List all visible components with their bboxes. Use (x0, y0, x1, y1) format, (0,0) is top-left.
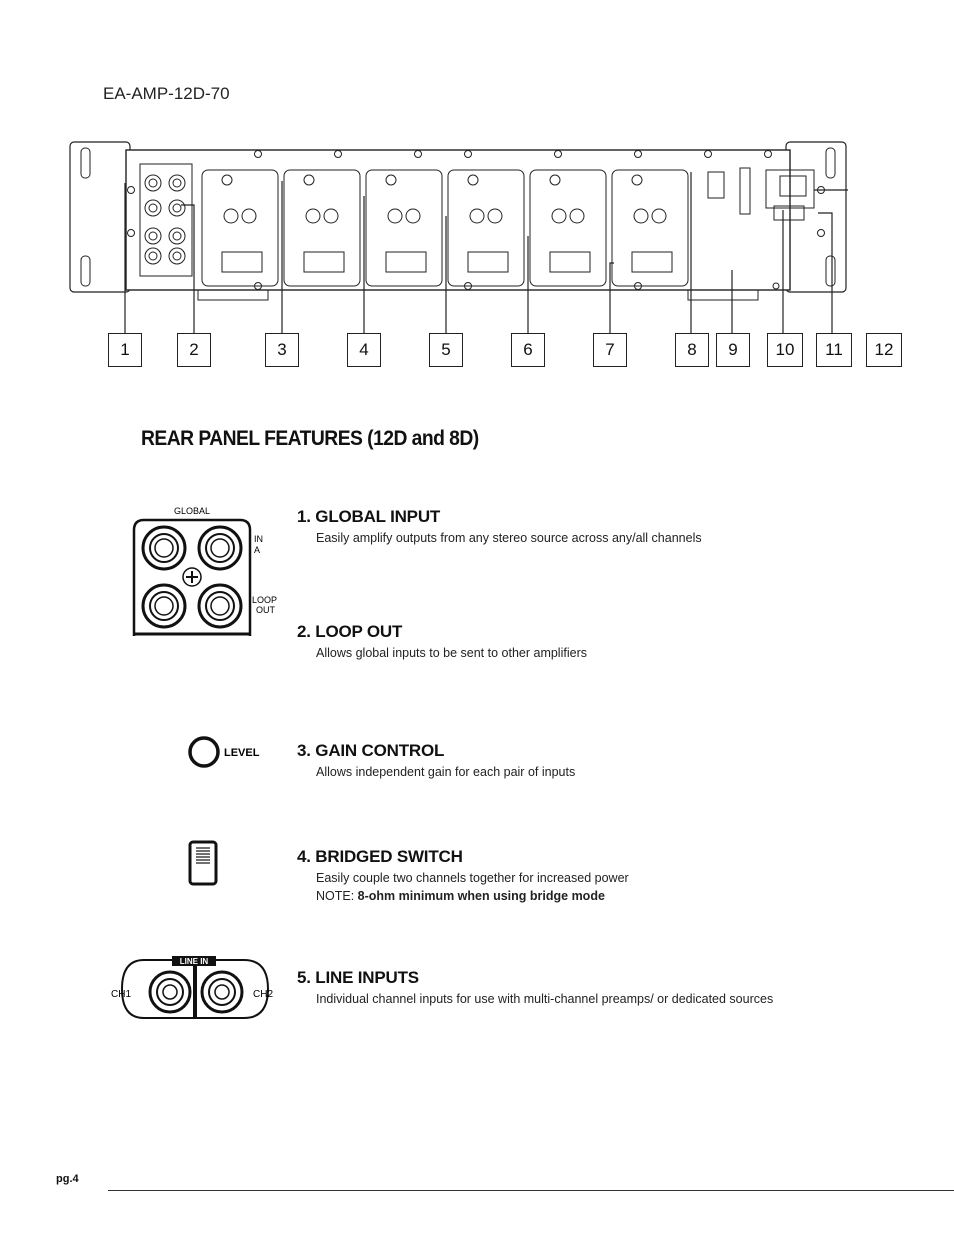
callout-5: 5 (429, 333, 463, 367)
line-in-label: LINE IN (179, 957, 209, 966)
footer-divider (108, 1190, 954, 1191)
feature-title: 2. LOOP OUT (297, 622, 403, 641)
feature-line-inputs (297, 968, 773, 1006)
line-in-icon (108, 952, 288, 1022)
callout-8: 8 (675, 333, 709, 367)
global-loop-label-1: LOOP (252, 595, 278, 605)
feature-gain-control (297, 741, 575, 779)
feature-desc: Easily couple two channels together for increased power (316, 871, 629, 885)
line-in-ch2-label: CH2 (253, 989, 274, 1000)
rear-panel-diagram (68, 138, 848, 296)
note-prefix: NOTE: (316, 889, 358, 903)
section-title: REAR PANEL FEATURES (12D and 8D) (141, 427, 479, 450)
callout-11: 11 (816, 333, 852, 367)
model-title: EA-AMP-12D-70 (103, 84, 230, 103)
feature-title: 1. GLOBAL INPUT (297, 507, 441, 526)
callout-2: 2 (177, 333, 211, 367)
rear-panel-svg (68, 138, 848, 338)
callout-1: 1 (108, 333, 142, 367)
callout-10: 10 (767, 333, 803, 367)
callout-12: 12 (866, 333, 902, 367)
global-loop-label-2: OUT (256, 605, 275, 615)
callout-9: 9 (716, 333, 750, 367)
callout-6: 6 (511, 333, 545, 367)
global-in-label-1: IN (254, 534, 263, 544)
feature-global-input (297, 507, 702, 545)
callout-7: 7 (593, 333, 627, 367)
global-input-icon (122, 500, 292, 640)
feature-desc: Individual channel inputs for use with multi-channel preamps/ or dedicated sources (316, 992, 774, 1006)
feature-title: 5. LINE INPUTS (297, 968, 419, 987)
feature-title: 3. GAIN CONTROL (297, 741, 445, 760)
global-in-label-2: A (254, 545, 261, 555)
feature-title: 4. BRIDGED SWITCH (297, 847, 463, 866)
line-in-ch1-label: CH1 (111, 989, 132, 1000)
feature-loop-out (297, 622, 587, 660)
feature-desc: Allows independent gain for each pair of inputs (316, 765, 576, 779)
callout-3: 3 (265, 333, 299, 367)
feature-desc: Easily amplify outputs from any stereo source across any/all channels (316, 531, 702, 545)
feature-desc: Allows global inputs to be sent to other amplifiers (316, 646, 587, 660)
bridged-switch-icon (188, 840, 218, 886)
note-bold: 8-ohm minimum when using bridge mode (357, 889, 605, 903)
global-icon-label: GLOBAL (174, 506, 211, 516)
feature-note (316, 889, 629, 903)
callout-4: 4 (347, 333, 381, 367)
level-knob-icon (186, 734, 276, 770)
level-icon-label: LEVEL (224, 747, 260, 759)
feature-bridged-switch (297, 847, 629, 903)
page-number: pg.4 (56, 1173, 79, 1185)
